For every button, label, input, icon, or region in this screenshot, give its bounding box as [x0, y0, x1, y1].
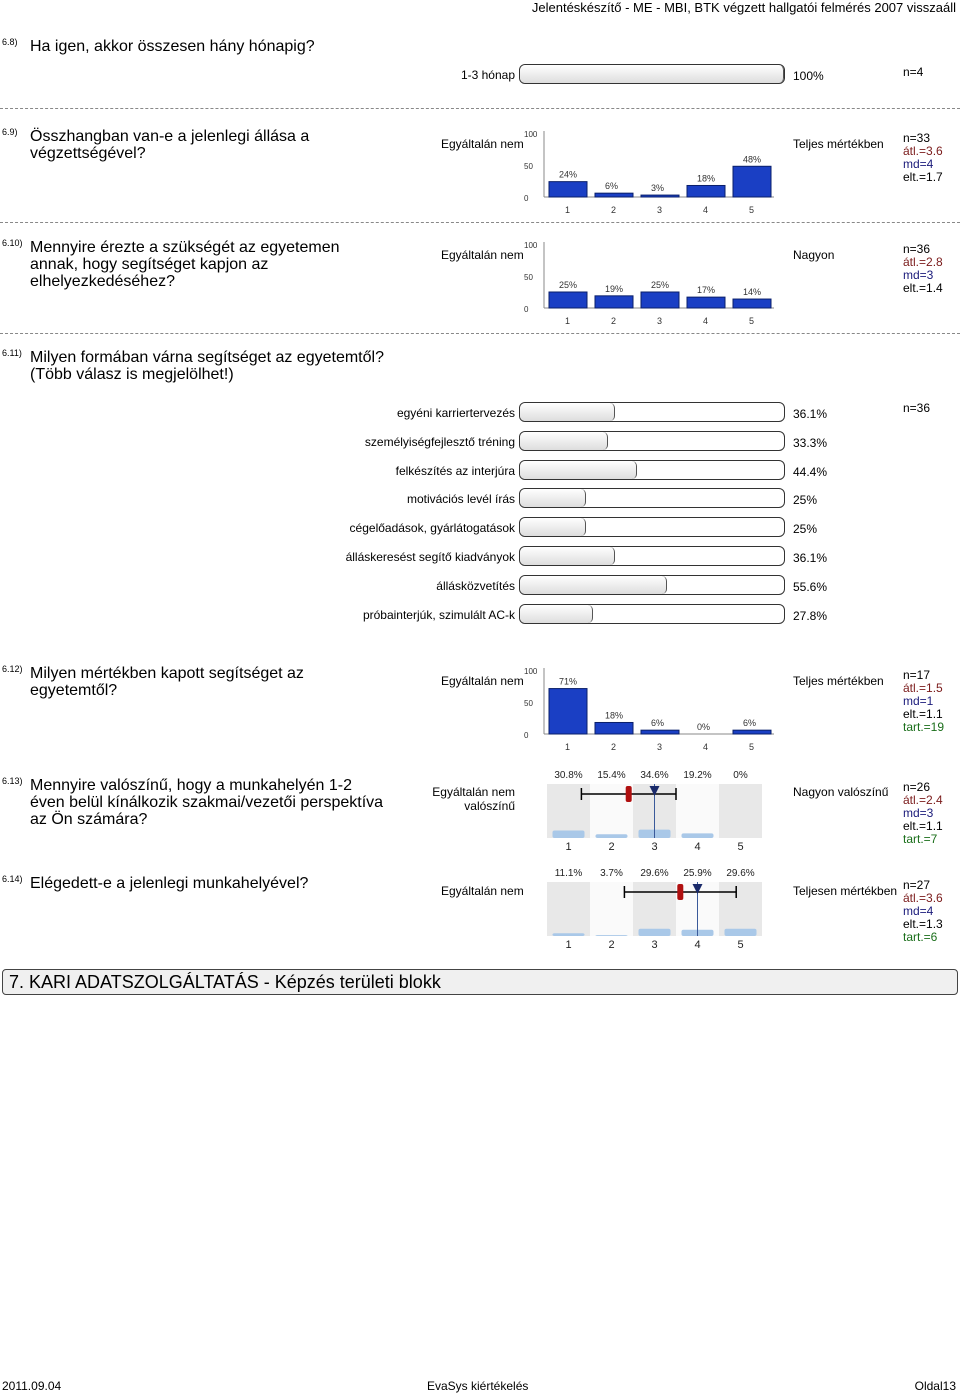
bar [549, 689, 587, 734]
question-text: Mennyire valószínű, hogy a munkahelyén 1-2 éven belül kínálkozik szakmai/vezetői perspektíva az Ön számára? [30, 777, 384, 828]
bar-data-label: 6% [651, 718, 665, 729]
stat-abstain: tart.=19 [903, 720, 945, 734]
x-tick-label: 4 [694, 939, 701, 951]
bar [641, 292, 679, 308]
bar [687, 297, 725, 308]
option-bar-fill [520, 518, 586, 536]
option-label: 1-3 hónap [460, 68, 515, 82]
x-tick-label: 3 [657, 205, 663, 215]
option-value: 36.1% [793, 407, 828, 421]
plot-stripe [676, 784, 719, 838]
x-tick-label: 3 [651, 939, 658, 951]
x-tick-label: 2 [611, 742, 617, 752]
divider [0, 333, 960, 334]
x-tick-label: 4 [694, 841, 701, 853]
scale-left-label: Egyáltalán nem [441, 248, 524, 262]
scale-left-label: Egyáltalán nem valószínű [432, 785, 515, 813]
option-value: 100% [793, 69, 824, 83]
bar-data-label: 19% [605, 283, 624, 294]
stat-sd: elt.=1.4 [903, 281, 943, 295]
percent-label: 15.4% [597, 770, 626, 781]
distribution-bar [639, 929, 671, 936]
bar-data-label: 14% [743, 287, 762, 298]
option-bar-fill [520, 432, 608, 450]
y-tick-label: 0 [524, 731, 529, 740]
distribution-bar [553, 933, 585, 936]
option-bar [519, 488, 785, 508]
x-tick-label: 2 [611, 316, 617, 326]
bar [595, 722, 633, 734]
stat-sd: elt.=1.7 [903, 170, 943, 184]
distribution-bar [725, 929, 757, 936]
x-tick-label: 5 [737, 939, 744, 951]
x-tick-label: 5 [737, 841, 744, 853]
distribution-bar [553, 831, 585, 838]
option-value: 27.8% [793, 608, 828, 623]
stat-n: n=17 [903, 668, 931, 682]
option-bar [519, 575, 785, 595]
scale-right-label: Nagyon [793, 248, 835, 262]
stat-sd: elt.=1.3 [903, 917, 943, 931]
scale-right-label: Teljesen mértékben [793, 884, 898, 898]
scale-left-label: Egyáltalán nem [441, 674, 524, 688]
distribution-bar [596, 834, 628, 838]
question-number: 6.8) [2, 37, 18, 47]
stat-median: md=4 [903, 904, 934, 918]
footer-date: 2011.09.04 [2, 1379, 62, 1393]
distribution-chart-q614 [545, 864, 765, 954]
option-label: motivációs levél írás [406, 492, 515, 507]
x-tick-label: 4 [703, 205, 709, 215]
stat-median: md=3 [903, 806, 934, 820]
mean-marker [677, 884, 683, 900]
option-label: személyiségfejlesztő tréning [364, 434, 515, 449]
bar [733, 299, 771, 308]
percent-label: 11.1% [554, 868, 583, 879]
bar-data-label: 6% [743, 718, 757, 729]
stats-block [903, 132, 943, 184]
option-bar [519, 604, 785, 624]
bar-data-label: 17% [697, 285, 716, 296]
stat-median: md=4 [903, 157, 934, 171]
option-bar-fill [520, 547, 615, 565]
stat-n: n=36 [903, 242, 931, 256]
bar-data-label: 18% [697, 173, 716, 184]
x-tick-label: 2 [608, 841, 615, 853]
percent-label: 30.8% [554, 770, 583, 781]
option-bar-fill [520, 605, 593, 623]
y-tick-label: 100 [524, 667, 538, 676]
bar-data-label: 24% [559, 169, 578, 180]
question-number: 6.14) [2, 874, 23, 884]
bar [733, 166, 771, 197]
stat-sd: elt.=1.1 [903, 707, 943, 721]
option-value: 44.4% [793, 464, 828, 479]
option-bar [519, 64, 785, 84]
x-tick-label: 3 [657, 316, 663, 326]
footer-center: EvaSys kiértékelés [427, 1379, 529, 1393]
stat-mean: átl.=3.6 [903, 144, 943, 158]
x-tick-label: 5 [749, 205, 755, 215]
stat-n: n=33 [903, 131, 931, 145]
option-label: cégelőadások, gyárlátogatások [349, 521, 515, 536]
stat-n: n=27 [903, 878, 931, 892]
x-tick-label: 3 [651, 841, 658, 853]
percent-label: 29.6% [726, 868, 755, 879]
question-number: 6.10) [2, 238, 23, 248]
option-bar [519, 517, 785, 537]
stat-median: md=3 [903, 268, 934, 282]
x-tick-label: 1 [565, 742, 571, 752]
scale-left-label: Egyáltalán nem [441, 884, 524, 898]
stat-abstain: tart.=7 [903, 832, 938, 846]
bar-chart-q612 [524, 662, 774, 754]
scale-right-label: Teljes mértékben [793, 137, 884, 151]
x-tick-label: 2 [611, 205, 617, 215]
option-bar [519, 546, 785, 566]
scale-right-label: Nagyon valószínű [793, 785, 889, 799]
x-tick-label: 1 [565, 205, 571, 215]
y-tick-label: 50 [524, 162, 533, 171]
question-text: Elégedett-e a jelenlegi munkahelyével? [30, 875, 309, 892]
y-tick-label: 50 [524, 699, 533, 708]
bar-data-label: 0% [697, 722, 711, 732]
x-tick-label: 5 [749, 742, 755, 752]
option-bar-fill [520, 489, 586, 507]
option-label: próbainterjúk, szimulált AC-k [362, 607, 515, 622]
report-title: Jelentéskészítő - ME - MBI, BTK végzett hallgatói felmérés 2007 visszaáll [531, 0, 956, 15]
option-value: 25% [793, 493, 818, 508]
question-number: 6.13) [2, 776, 23, 786]
option-value: 55.6% [793, 579, 828, 594]
option-bar-fill [520, 461, 637, 479]
bar [687, 185, 725, 197]
bar [595, 296, 633, 308]
bar-data-label: 3% [651, 183, 665, 194]
bar-data-label: 48% [743, 154, 762, 165]
option-value: 33.3% [793, 435, 828, 450]
x-tick-label: 1 [565, 939, 572, 951]
y-tick-label: 100 [524, 241, 538, 250]
x-tick-label: 4 [703, 742, 709, 752]
percent-label: 0% [733, 770, 748, 781]
bar-data-label: 25% [651, 280, 670, 290]
bar [733, 730, 771, 734]
question-number: 6.11) [2, 348, 22, 358]
stat-abstain: tart.=6 [903, 930, 938, 944]
x-tick-label: 2 [608, 939, 615, 951]
option-bar-fill [520, 65, 784, 83]
x-tick-label: 4 [703, 316, 709, 326]
question-text: Milyen formában várna segítséget az egyetemtől? (Több válasz is megjelölhet!) [30, 349, 384, 383]
percent-label: 34.6% [640, 770, 669, 781]
y-tick-label: 0 [524, 194, 529, 203]
option-bar [519, 431, 785, 451]
distribution-bar [682, 833, 714, 838]
y-tick-label: 100 [524, 130, 538, 139]
bar [549, 182, 587, 197]
percent-label: 3.7% [600, 868, 623, 879]
x-tick-label: 3 [657, 742, 663, 752]
option-bar-fill [520, 576, 667, 594]
stats-block [903, 243, 943, 295]
question-number: 6.9) [2, 127, 18, 137]
response-count: n=4 [903, 65, 924, 79]
percent-label: 29.6% [640, 868, 669, 879]
percent-label: 19.2% [683, 770, 712, 781]
option-label: felkészítés az interjúra [395, 463, 515, 478]
mean-marker [626, 786, 632, 802]
bar [641, 730, 679, 734]
stat-mean: átl.=2.8 [903, 255, 943, 269]
option-value: 36.1% [793, 551, 828, 565]
bar-chart-q610 [524, 236, 774, 328]
bar-data-label: 71% [559, 676, 578, 687]
y-tick-label: 50 [524, 273, 533, 282]
bar-chart-q69 [524, 125, 774, 217]
stat-sd: elt.=1.1 [903, 819, 943, 833]
bar-data-label: 25% [559, 280, 578, 290]
question-number: 6.12) [2, 664, 23, 674]
divider [0, 108, 960, 109]
distribution-bar [596, 935, 628, 936]
stat-n: n=26 [903, 780, 931, 794]
plot-area [547, 882, 762, 936]
bar-data-label: 18% [605, 710, 624, 721]
footer-page: Oldal13 [914, 1379, 956, 1393]
question-text: Összhangban van-e a jelenlegi állása a végzettségével? [30, 128, 310, 162]
option-bar [519, 402, 785, 422]
bar-data-label: 6% [605, 181, 619, 192]
stats-block [903, 781, 943, 846]
option-value: 25% [793, 522, 818, 537]
stat-median: md=1 [903, 694, 934, 708]
option-label: egyéni karriertervezés [396, 406, 515, 420]
x-tick-label: 1 [565, 841, 572, 853]
stat-mean: átl.=3.6 [903, 891, 943, 905]
bar [549, 292, 587, 308]
stat-mean: átl.=1.5 [903, 681, 943, 695]
section-header [2, 969, 958, 995]
response-count: n=36 [903, 401, 931, 415]
bar [595, 193, 633, 197]
question-text: Ha igen, akkor összesen hány hónapig? [30, 38, 315, 55]
x-tick-label: 1 [565, 316, 571, 326]
distribution-chart-q613 [545, 766, 765, 856]
scale-right-label: Teljes mértékben [793, 674, 884, 688]
question-text: Mennyire érezte a szükségét az egyetemen annak, hogy segítséget kapjon az elhelyezkedéséhez? [30, 239, 340, 290]
percent-label: 25.9% [683, 868, 712, 879]
scale-left-label: Egyáltalán nem [441, 137, 524, 151]
divider [0, 222, 960, 223]
stats-block [903, 879, 943, 944]
option-label: állásközvetítés [436, 578, 515, 593]
plot-stripe [590, 882, 633, 936]
x-tick-label: 5 [749, 316, 755, 326]
stat-mean: átl.=2.4 [903, 793, 943, 807]
option-label: álláskeresést segítő kiadványok [345, 550, 515, 564]
stats-block [903, 669, 944, 734]
option-bar [519, 460, 785, 480]
bar [641, 195, 679, 197]
option-bar-fill [520, 403, 615, 421]
section-title: 7. KARI ADATSZOLGÁLTATÁS - Képzés területi blokk [9, 972, 441, 992]
y-tick-label: 0 [524, 305, 529, 314]
question-text: Milyen mértékben kapott segítséget az egyetemtől? [30, 665, 304, 699]
